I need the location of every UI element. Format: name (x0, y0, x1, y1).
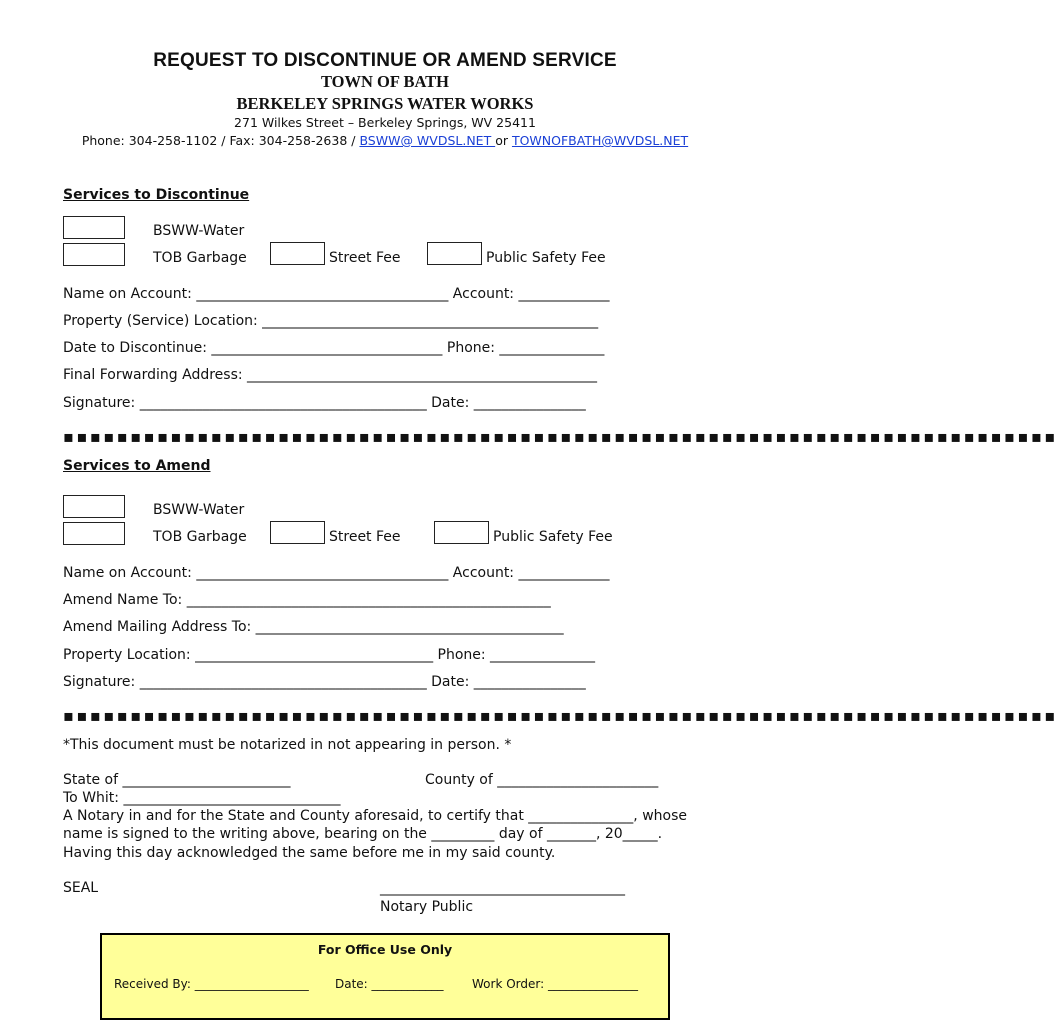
amend-water-label: BSWW-Water (153, 502, 245, 518)
amend-water-checkbox[interactable] (63, 495, 125, 518)
to-whit-field[interactable]: To Whit: _______________________________ (63, 790, 341, 806)
email-link-townofbath[interactable]: TOWNOFBATH@WVDSL.NET (511, 133, 689, 148)
contact-phone-fax: Phone: 304-258-1102 / Fax: 304-258-2638 / (81, 133, 360, 148)
seal-label: SEAL (63, 880, 99, 896)
amend-street-checkbox[interactable] (270, 521, 325, 544)
discontinue-location-field[interactable]: Property (Service) Location: ________________________________________________ (63, 313, 599, 329)
discontinue-name-account-field[interactable]: Name on Account: ____________________________________ Account: _____________ (63, 286, 610, 302)
amend-heading: Services to Amend (63, 458, 211, 474)
discontinue-street-label: Street Fee (329, 250, 401, 266)
amend-mailing-address-field[interactable]: Amend Mailing Address To: ____________________________________________ (63, 619, 564, 635)
org-waterworks: BERKELEY SPRINGS WATER WORKS (236, 94, 534, 113)
amend-name-account-field[interactable]: Name on Account: ____________________________________ Account: _____________ (63, 565, 610, 581)
office-date-field[interactable]: Date: ____________ (335, 977, 444, 991)
received-by-field[interactable]: Received By: ___________________ (114, 977, 309, 991)
amend-safety-label: Public Safety Fee (493, 529, 613, 545)
address: 271 Wilkes Street – Berkeley Springs, WV 25411 (234, 115, 536, 130)
discontinue-garbage-checkbox[interactable] (63, 243, 125, 266)
amend-garbage-checkbox[interactable] (63, 522, 125, 545)
section-separator: ▪▪▪▪▪▪▪▪▪▪▪▪▪▪▪▪▪▪▪▪▪▪▪▪▪▪▪▪▪▪▪▪▪▪▪▪▪▪▪▪▪▪▪▪▪▪▪▪▪▪▪▪▪▪▪▪▪▪▪▪▪▪▪▪▪▪▪▪▪▪▪▪▪▪ (63, 427, 1058, 446)
discontinue-safety-checkbox[interactable] (427, 242, 482, 265)
notary-signature-line[interactable]: ___________________________________ (380, 880, 625, 896)
notary-text-line3: Having this day acknowledged the same before me in my said county. (63, 845, 556, 861)
amend-garbage-label: TOB Garbage (153, 529, 247, 545)
notarize-note: *This document must be notarized in not appearing in person. * (63, 737, 512, 753)
notary-text-line2: name is signed to the writing above, bearing on the _________ day of _______, 20_____. (63, 826, 663, 842)
county-field[interactable]: County of _______________________ (425, 772, 659, 788)
state-field[interactable]: State of ________________________ (63, 772, 291, 788)
discontinue-garbage-label: TOB Garbage (153, 250, 247, 266)
contact-line (0, 133, 770, 148)
discontinue-street-checkbox[interactable] (270, 242, 325, 265)
discontinue-water-label: BSWW-Water (153, 223, 245, 239)
amend-signature-date-field[interactable]: Signature: _________________________________________ Date: ________________ (63, 674, 586, 690)
section-separator-2: ▪▪▪▪▪▪▪▪▪▪▪▪▪▪▪▪▪▪▪▪▪▪▪▪▪▪▪▪▪▪▪▪▪▪▪▪▪▪▪▪▪▪▪▪▪▪▪▪▪▪▪▪▪▪▪▪▪▪▪▪▪▪▪▪▪▪▪▪▪▪▪▪▪▪ (63, 706, 1058, 725)
discontinue-safety-label: Public Safety Fee (486, 250, 606, 266)
discontinue-signature-date-field[interactable]: Signature: _________________________________________ Date: ________________ (63, 395, 586, 411)
email-link-bsww[interactable]: BSWW@ WVDSL.NET (359, 133, 496, 148)
contact-or: or (495, 133, 512, 148)
discontinue-heading: Services to Discontinue (63, 187, 250, 203)
discontinue-date-phone-field[interactable]: Date to Discontinue: _________________________________ Phone: _______________ (63, 340, 605, 356)
work-order-field[interactable]: Work Order: _______________ (472, 977, 638, 991)
office-use-heading: For Office Use Only (317, 942, 453, 957)
page-title: REQUEST TO DISCONTINUE OR AMEND SERVICE (153, 50, 617, 71)
amend-property-phone-field[interactable]: Property Location: __________________________________ Phone: _______________ (63, 647, 596, 663)
amend-street-label: Street Fee (329, 529, 401, 545)
amend-name-to-field[interactable]: Amend Name To: ____________________________________________________ (63, 592, 551, 608)
notary-public-label: Notary Public (380, 899, 474, 915)
org-town: TOWN OF BATH (320, 72, 450, 91)
amend-safety-checkbox[interactable] (434, 521, 489, 544)
discontinue-water-checkbox[interactable] (63, 216, 125, 239)
notary-text-line1: A Notary in and for the State and County aforesaid, to certify that _______________, whose (63, 808, 687, 824)
office-use-box (100, 933, 670, 1020)
forwarding-address-field[interactable]: Final Forwarding Address: __________________________________________________ (63, 367, 598, 383)
